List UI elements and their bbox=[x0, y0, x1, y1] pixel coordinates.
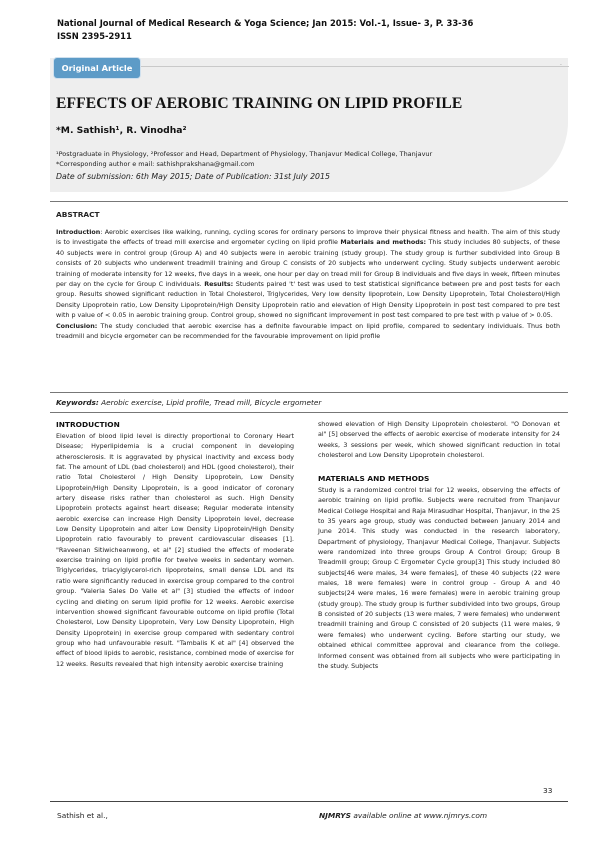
keywords bbox=[56, 398, 321, 407]
affiliation: ¹Postgraduate in Physiology, ²Professor and Head, Department of Physiology, Thanjavur Medical College, Thanjavur bbox=[56, 150, 433, 158]
journal-citation: National Journal of Medical Research & Yoga Science; Jan 2015: Vol.-1, Issue- 3, P. 33-36 bbox=[57, 18, 474, 28]
methods-heading: MATERIALS AND METHODS bbox=[318, 474, 430, 483]
corresponding-email: *Corresponding author e mail: sathishprakshana@gmail.com bbox=[56, 160, 255, 168]
submission-dates: Date of submission: 6th May 2015; Date of Publication: 31st July 2015 bbox=[56, 172, 330, 181]
footer-journal-url: available online at www.njmrys.com bbox=[350, 811, 488, 820]
abstract-bottom-rule bbox=[50, 392, 568, 393]
introduction-continued bbox=[318, 420, 560, 461]
abstract-intro-label: Introduction bbox=[56, 229, 101, 236]
introduction-body bbox=[56, 432, 294, 670]
page-number: 33 bbox=[543, 786, 553, 795]
issn: ISSN 2395-2911 bbox=[57, 31, 132, 41]
abstract-heading: ABSTRACT bbox=[56, 210, 100, 219]
keywords-label: Keywords: bbox=[56, 398, 99, 407]
badge-divider bbox=[139, 66, 569, 67]
abstract-methods-text: This study includes 80 subjects, of these 40 subjects were in control group (Group A) and 40 subjects were in aerobic training (study group). The study group is further subdivided into Group B consists of 20 subjects who underwent treadmill training and Group C consists of 20 subjects who underwent cycling. Study subjects underwent aerobic training of moderate intensity for 12 weeks, five days in a week, one hour per day on tread mill for Group B individuals and five days in week, fifteen minutes per day on the cycle for Group C individuals. bbox=[56, 239, 560, 289]
footer-rule bbox=[50, 801, 568, 802]
abstract-intro-text: : Aerobic exercises like walking, running, cycling scores for ordinary persons to improve their physical fitness and health. The aim of this study is to investigate the effects of tread mill exercise and ergometer cycling on lipid profile bbox=[56, 229, 560, 247]
abstract-conclusion-text: The study concluded that aerobic exercise has a definite favourable impact on lipid profile, compared to sedentary individuals. Thus both treadmill and bicycle ergometer can be recommended for the favourable improvement on lipid profile bbox=[56, 322, 560, 341]
abstract-methods-label: Materials and methods: bbox=[340, 239, 427, 247]
footer-journal bbox=[319, 811, 487, 820]
abstract-top-rule bbox=[50, 201, 568, 202]
abstract-body bbox=[56, 228, 560, 342]
introduction-continued-paragraph: showed elevation of High Density Lipoprotein cholesterol. "O Donovan et al" [5] observed the effects of aerobic exercise of moderate intensity for 24 weeks, 3 sessions per week, which showed significant reduction in total cholesterol and Low Density Lipoprotein cholesterol. bbox=[318, 421, 560, 460]
footer-author: Sathish et al., bbox=[57, 811, 108, 820]
authors: *M. Sathish¹, R. Vinodha² bbox=[56, 125, 187, 136]
introduction-heading: INTRODUCTION bbox=[56, 420, 120, 429]
abstract-results-text: Students paired 't' test was used to test statistical significance between pre and post tests for each group. Results showed significant reduction in Total Cholesterol, Triglycerides, Very low density lipoprotein, Low Density Lipoprotein, Total Cholesterol/High Density Lipoprotein ratio, Low Density Lipoprotein/High Density Lipoprotein ratio and elevation of High Density Lipoprotein in post test compared to pre test with p value of < 0.05 in aerobic training group. Control group, showed no significant improvement in post test compared to pre test with p value of > 0.05. bbox=[56, 281, 561, 320]
keywords-rule bbox=[50, 412, 568, 413]
article-title: EFFECTS OF AEROBIC TRAINING ON LIPID PROFILE bbox=[56, 95, 463, 112]
introduction-paragraph: Elevation of blood lipid level is directly proportional to Coronary Heart Disease; Hyperlipidemia is a crucial component in developing atherosclerosis. It is aggravated by physical inactivity and excess body fat. The amount of LDL (bad cholesterol) and HDL (good cholesterol), their ratio Total Cholesterol / High Density Lipoprotein, Low Density Lipoprotein/High Density Lipoprotein, is a good indicator of coronary artery disease risks rather than cholesterol as such. High Density Lipoprotein protects against heart disease; Regular moderate intensity aerobic exercise can increase High Density Lipoprotein level, decrease Low Density Lipoprotein and alter Low Density Lipoprotein/High Density Lipoprotein ratio favourably to prevent cardiovascular diseases [1]. "Raveenan Sitiwicheanwong, et al" [2] studied the effects of moderate exercise training on lipid profile for twelve weeks in sedentary women. Triglycerides, triacylglycerol-rich lipoproteins, small dense LDL and its ratio were significantly reduced in exercise group compared to the control group. "Valeria Sales Do Valle et al" [3] studied the effects of indoor cycling and dieting on serum lipid profile for 12 weeks. Aerobic exercise intervention showed significant favourable outcome on lipid profile (Total Cholesterol, Low Density Lipoprotein, Very Low Density Lipoprotein, High Density Lipoprotein) in exercise group compared with sedentary control group who had unfavourable result. "Tambalis K et al" [4] observed the effect of blood lipids to aerobic, resistance, combined mode of exercise for 12 weeks. Results revealed that high intensity aerobic exercise training bbox=[56, 433, 294, 668]
footer-journal-abbrev: NJMRYS bbox=[319, 811, 351, 820]
article-type-badge: Original Article bbox=[53, 57, 141, 79]
abstract-conclusion-label: Conclusion: bbox=[56, 322, 98, 330]
keywords-text: Aerobic exercise, Lipid profile, Tread mill, Bicycle ergometer bbox=[98, 398, 322, 407]
abstract-results-label: Results: bbox=[204, 281, 234, 289]
methods-paragraph: Study is a randomized control trial for 12 weeks, observing the effects of aerobic training on lipid profile. Subjects were recruited from Thanjavur Medical College Hospital and Raja Mirasudhar Hospital, Thanjavur, in the 25 to 35 years age group, study was conducted between January 2014 and June 2014. This study was conducted in the research laboratory, Department of physiology, Thanjavur Medical College, Thanjavur. Subjects were randomized into three groups Group A Control Group; Group B Treadmill group; Group C Ergometer Cycle group[3] This study included 80 subjects[46 were males, 34 were females], of these 40 subjects (22 were males, 18 were females) were in control group - Group A and 40 subjects(24 were males, 16 were females) were in aerobic training group (study group). The study group is further subdivided into two groups, Group B consisted of 20 subjects (13 were males, 7 were females) who underwent treadmill training and Group C consisted of 20 subjects (11 were males, 9 were females) who underwent cycling. Before starting our study, we obtained ethical committee approval and clearance from the college. Informed consent was obtained from all subjects who were participating in the study. Subjects bbox=[318, 487, 560, 670]
methods-body bbox=[318, 486, 560, 672]
